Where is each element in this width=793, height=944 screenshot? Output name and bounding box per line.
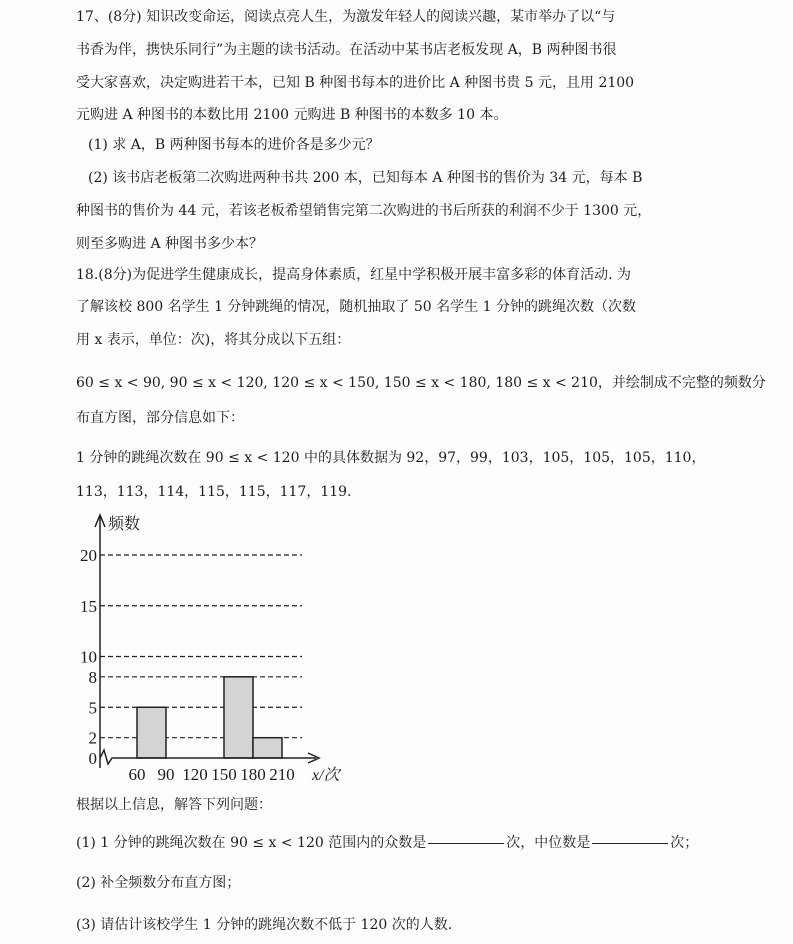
q18-line-7: 113，113，114，115，115，117，119.: [76, 484, 352, 500]
answer-blank-median[interactable]: [592, 842, 668, 844]
answer-blank-mode[interactable]: [428, 842, 504, 844]
q18-line-2: 了解该校 800 名学生 1 分钟跳绳的情况，随机抽取了 50 名学生 1 分钟的跳绳次数（次数: [76, 299, 636, 315]
q18-line-4: 60 ≤ x < 90, 90 ≤ x < 120, 120 ≤ x < 150, 150 ≤ x < 180, 180 ≤ x < 210，并绘制成不完整的频数分: [76, 375, 766, 391]
q17-sub2-line-2: 种图书的售价为 44 元，若该老板希望销售完第二次购进的书后所获的利润不少于 1300 元，: [76, 203, 652, 219]
x-tick-label: 60: [128, 765, 146, 784]
q17-line-1: 17、(8分) 知识改变命运，阅读点亮人生，为激发年轻人的阅读兴趣，某市举办了以“与: [76, 9, 616, 25]
y-tick-label: 8: [88, 667, 97, 687]
bar-60-90: [137, 707, 166, 758]
q18-line-3: 用 x 表示，单位：次)，将其分成以下五组：: [76, 332, 351, 348]
histogram: [60, 505, 360, 790]
x-tick-label: 90: [157, 765, 175, 784]
q17-sub1: (1) 求 A，B 两种图书每本的进价各是多少元？: [88, 137, 380, 153]
y-tick-label: 0: [88, 749, 97, 768]
q18-sub1: [76, 834, 776, 852]
q17-line-3: 受大家喜欢，决定购进若干本，已知 B 种图书每本的进价比 A 种图书贵 5 元，且用 2100: [76, 75, 635, 91]
x-tick-label: 120: [182, 765, 208, 784]
q18-sub2: (2) 补全频数分布直方图；: [76, 875, 241, 891]
y-tick-label: 15: [80, 596, 97, 616]
y-tick-label: 2: [88, 728, 97, 748]
y-tick-label: 5: [88, 698, 97, 718]
q17-sub2-line-3: 则至多购进 A 种图书多少本？: [76, 236, 264, 252]
q18-intro: 根据以上信息，解答下列问题：: [76, 797, 272, 813]
bar-180-210: [253, 738, 282, 758]
y-tick-label: 10: [80, 647, 97, 667]
q17-sub2-line-1: (2) 该书店老板第二次购进两种书共 200 本，已知每本 A 种图书的售价为 34 元，每本 B: [88, 170, 643, 186]
q18-line-6: 1 分钟的跳绳次数在 90 ≤ x < 120 中的具体数据为 92，97，99，103，105，105，105，110，: [76, 450, 706, 466]
q18-line-5: 布直方图，部分信息如下：: [76, 410, 244, 426]
x-tick-label: 150: [211, 765, 237, 784]
x-tick-label: 210: [269, 765, 295, 784]
q18-sub3: (3) 请估计该校学生 1 分钟的跳绳次数不低于 120 次的人数.: [76, 917, 453, 933]
q18-line-1: 18.(8分)为促进学生健康成长，提高身体素质，红星中学积极开展丰富多彩的体育活动. 为: [76, 267, 631, 283]
q18-sub1-part-c: 次；: [670, 835, 699, 851]
y-tick-label: 20: [80, 546, 97, 565]
x-axis: [100, 750, 316, 764]
q18-sub1-part-b: 次，中位数是: [506, 835, 591, 851]
x-axis-label: x/次: [312, 767, 340, 784]
bar-150-180: [224, 677, 253, 758]
y-axis-label: 频数: [108, 516, 141, 533]
x-tick-label: 180: [240, 765, 266, 784]
q17-line-4: 元购进 A 种图书的本数比用 2100 元购进 B 种图书的本数多 10 本。: [76, 107, 508, 123]
q18-sub1-part-a: (1) 1 分钟的跳绳次数在 90 ≤ x < 120 范围内的众数是: [76, 835, 427, 851]
q17-line-2: 书香为伴，携快乐同行”为主题的读书活动。在活动中某书店老板发现 A，B 两种图书很: [76, 42, 617, 58]
